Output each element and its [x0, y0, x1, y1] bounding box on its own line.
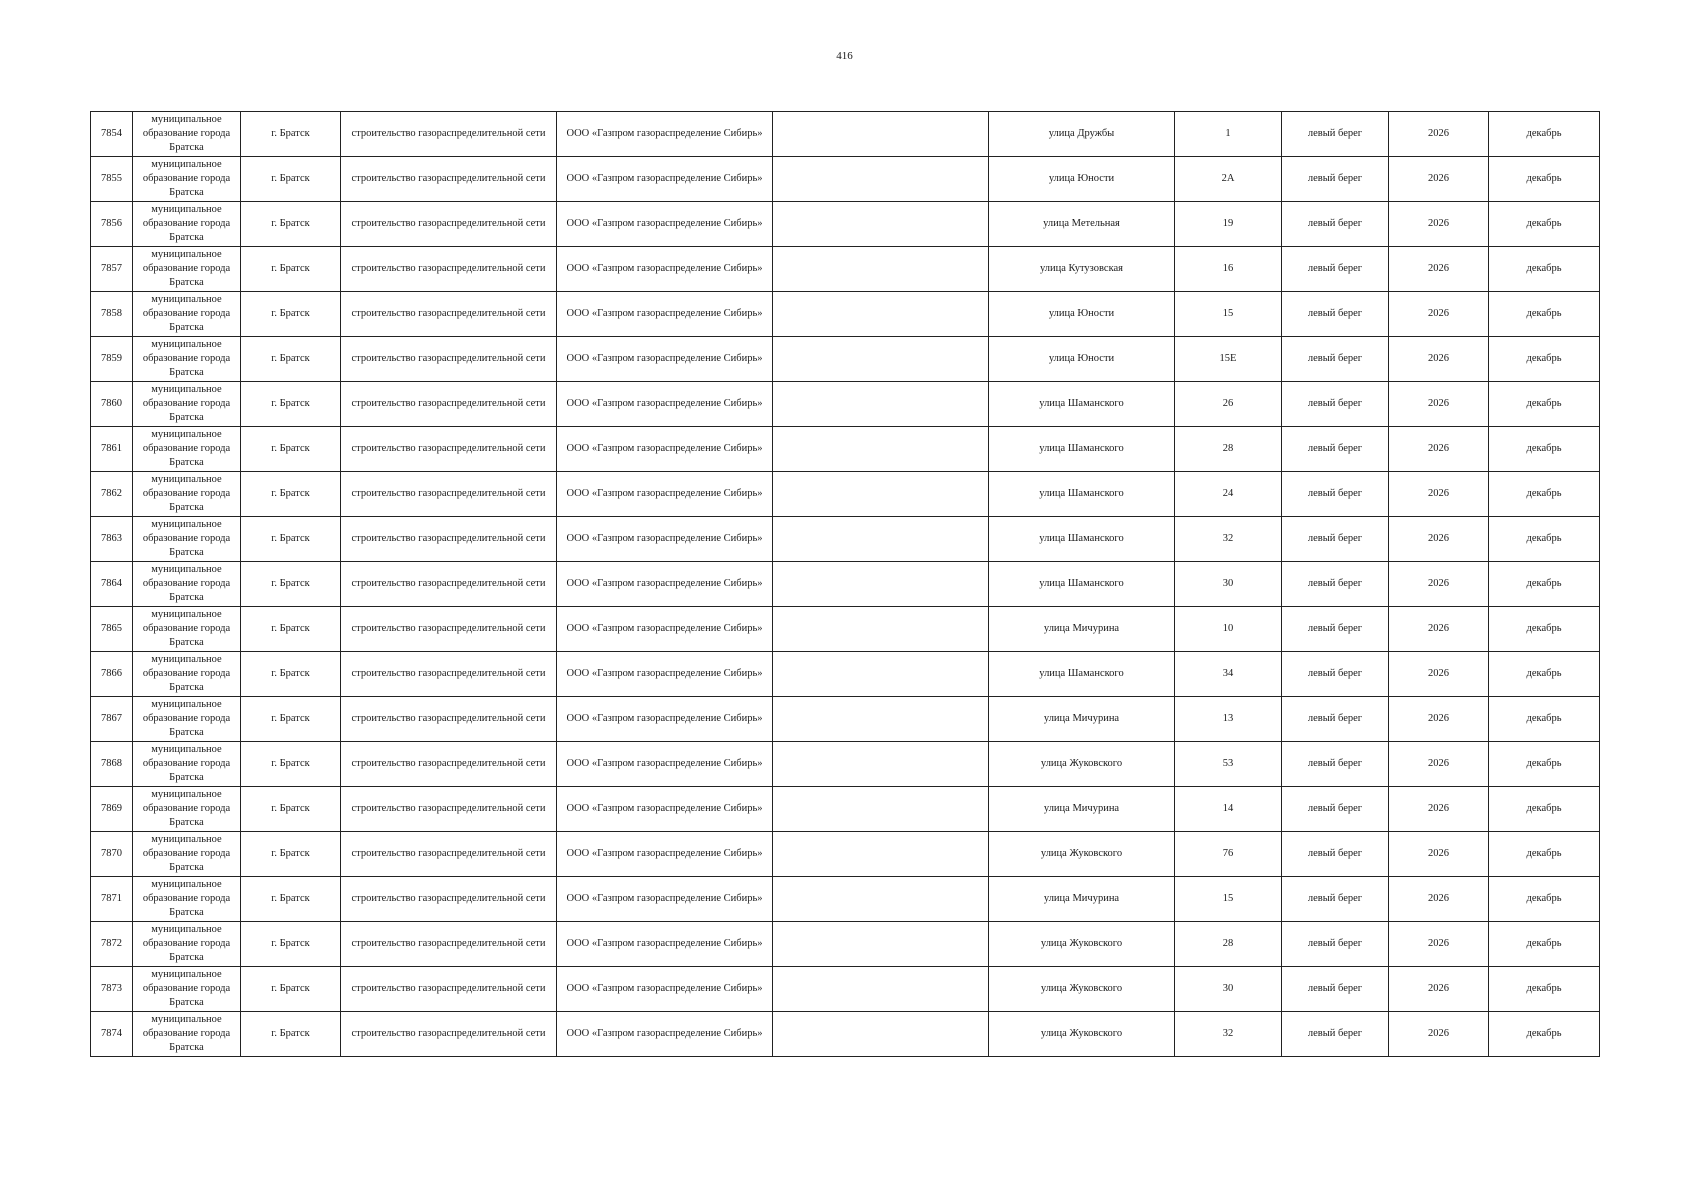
- operator-cell: ООО «Газпром газораспределение Сибирь»: [557, 832, 773, 877]
- month-cell: декабрь: [1489, 562, 1600, 607]
- city-cell: г. Братск: [241, 517, 341, 562]
- street-cell: улица Жуковского: [989, 1012, 1175, 1057]
- river-bank-cell: левый берег: [1282, 202, 1389, 247]
- month-cell: декабрь: [1489, 337, 1600, 382]
- city-cell: г. Братск: [241, 202, 341, 247]
- street-cell: улица Шаманского: [989, 652, 1175, 697]
- river-bank-cell: левый берег: [1282, 382, 1389, 427]
- street-cell: улица Шаманского: [989, 472, 1175, 517]
- river-bank-cell: левый берег: [1282, 607, 1389, 652]
- operator-cell: ООО «Газпром газораспределение Сибирь»: [557, 967, 773, 1012]
- work-type-cell: строительство газораспределительной сети: [341, 337, 557, 382]
- house-number-cell: 10: [1175, 607, 1282, 652]
- table-row: [91, 652, 1600, 697]
- year-cell: 2026: [1389, 832, 1489, 877]
- municipality-cell: муниципальное образование города Братска: [133, 382, 241, 427]
- river-bank-cell: левый берег: [1282, 157, 1389, 202]
- row-number-cell: 7872: [91, 922, 133, 967]
- month-cell: декабрь: [1489, 877, 1600, 922]
- table-row: [91, 742, 1600, 787]
- month-cell: декабрь: [1489, 472, 1600, 517]
- row-number-cell: 7856: [91, 202, 133, 247]
- empty-cell: [773, 472, 989, 517]
- row-number-cell: 7873: [91, 967, 133, 1012]
- city-cell: г. Братск: [241, 967, 341, 1012]
- municipality-cell: муниципальное образование города Братска: [133, 967, 241, 1012]
- city-cell: г. Братск: [241, 562, 341, 607]
- river-bank-cell: левый берег: [1282, 877, 1389, 922]
- year-cell: 2026: [1389, 157, 1489, 202]
- street-cell: улица Кутузовская: [989, 247, 1175, 292]
- year-cell: 2026: [1389, 1012, 1489, 1057]
- table-row: [91, 562, 1600, 607]
- work-type-cell: строительство газораспределительной сети: [341, 652, 557, 697]
- year-cell: 2026: [1389, 562, 1489, 607]
- work-type-cell: строительство газораспределительной сети: [341, 607, 557, 652]
- row-number-cell: 7860: [91, 382, 133, 427]
- operator-cell: ООО «Газпром газораспределение Сибирь»: [557, 877, 773, 922]
- year-cell: 2026: [1389, 472, 1489, 517]
- city-cell: г. Братск: [241, 382, 341, 427]
- river-bank-cell: левый берег: [1282, 562, 1389, 607]
- municipality-cell: муниципальное образование города Братска: [133, 652, 241, 697]
- house-number-cell: 76: [1175, 832, 1282, 877]
- house-number-cell: 19: [1175, 202, 1282, 247]
- table-row: [91, 292, 1600, 337]
- work-type-cell: строительство газораспределительной сети: [341, 832, 557, 877]
- city-cell: г. Братск: [241, 472, 341, 517]
- month-cell: декабрь: [1489, 157, 1600, 202]
- empty-cell: [773, 877, 989, 922]
- house-number-cell: 28: [1175, 922, 1282, 967]
- municipality-cell: муниципальное образование города Братска: [133, 517, 241, 562]
- house-number-cell: 2А: [1175, 157, 1282, 202]
- operator-cell: ООО «Газпром газораспределение Сибирь»: [557, 787, 773, 832]
- month-cell: декабрь: [1489, 787, 1600, 832]
- year-cell: 2026: [1389, 247, 1489, 292]
- work-type-cell: строительство газораспределительной сети: [341, 427, 557, 472]
- street-cell: улица Жуковского: [989, 922, 1175, 967]
- municipality-cell: муниципальное образование города Братска: [133, 202, 241, 247]
- table-row: [91, 922, 1600, 967]
- operator-cell: ООО «Газпром газораспределение Сибирь»: [557, 292, 773, 337]
- house-number-cell: 30: [1175, 967, 1282, 1012]
- table-row: [91, 877, 1600, 922]
- street-cell: улица Мичурина: [989, 697, 1175, 742]
- empty-cell: [773, 562, 989, 607]
- row-number-cell: 7858: [91, 292, 133, 337]
- empty-cell: [773, 247, 989, 292]
- city-cell: г. Братск: [241, 922, 341, 967]
- operator-cell: ООО «Газпром газораспределение Сибирь»: [557, 382, 773, 427]
- street-cell: улица Метельная: [989, 202, 1175, 247]
- month-cell: декабрь: [1489, 202, 1600, 247]
- municipality-cell: муниципальное образование города Братска: [133, 292, 241, 337]
- municipality-cell: муниципальное образование города Братска: [133, 877, 241, 922]
- house-number-cell: 16: [1175, 247, 1282, 292]
- municipality-cell: муниципальное образование города Братска: [133, 337, 241, 382]
- street-cell: улица Жуковского: [989, 742, 1175, 787]
- row-number-cell: 7862: [91, 472, 133, 517]
- empty-cell: [773, 427, 989, 472]
- street-cell: улица Мичурина: [989, 607, 1175, 652]
- row-number-cell: 7863: [91, 517, 133, 562]
- street-cell: улица Жуковского: [989, 967, 1175, 1012]
- table-row: [91, 337, 1600, 382]
- operator-cell: ООО «Газпром газораспределение Сибирь»: [557, 202, 773, 247]
- municipality-cell: муниципальное образование города Братска: [133, 832, 241, 877]
- municipality-cell: муниципальное образование города Братска: [133, 787, 241, 832]
- table-row: [91, 697, 1600, 742]
- city-cell: г. Братск: [241, 1012, 341, 1057]
- river-bank-cell: левый берег: [1282, 292, 1389, 337]
- row-number-cell: 7855: [91, 157, 133, 202]
- city-cell: г. Братск: [241, 697, 341, 742]
- table-row: [91, 472, 1600, 517]
- street-cell: улица Шаманского: [989, 382, 1175, 427]
- operator-cell: ООО «Газпром газораспределение Сибирь»: [557, 1012, 773, 1057]
- house-number-cell: 13: [1175, 697, 1282, 742]
- house-number-cell: 26: [1175, 382, 1282, 427]
- city-cell: г. Братск: [241, 787, 341, 832]
- table-row: [91, 247, 1600, 292]
- city-cell: г. Братск: [241, 877, 341, 922]
- work-type-cell: строительство газораспределительной сети: [341, 697, 557, 742]
- street-cell: улица Шаманского: [989, 562, 1175, 607]
- work-type-cell: строительство газораспределительной сети: [341, 922, 557, 967]
- municipality-cell: муниципальное образование города Братска: [133, 157, 241, 202]
- work-type-cell: строительство газораспределительной сети: [341, 247, 557, 292]
- river-bank-cell: левый берег: [1282, 922, 1389, 967]
- work-type-cell: строительство газораспределительной сети: [341, 877, 557, 922]
- month-cell: декабрь: [1489, 652, 1600, 697]
- street-cell: улица Мичурина: [989, 787, 1175, 832]
- row-number-cell: 7868: [91, 742, 133, 787]
- street-cell: улица Юности: [989, 337, 1175, 382]
- year-cell: 2026: [1389, 877, 1489, 922]
- empty-cell: [773, 967, 989, 1012]
- month-cell: декабрь: [1489, 967, 1600, 1012]
- work-type-cell: строительство газораспределительной сети: [341, 1012, 557, 1057]
- table-row: [91, 382, 1600, 427]
- city-cell: г. Братск: [241, 337, 341, 382]
- table-row: [91, 967, 1600, 1012]
- municipality-cell: муниципальное образование города Братска: [133, 607, 241, 652]
- year-cell: 2026: [1389, 292, 1489, 337]
- year-cell: 2026: [1389, 967, 1489, 1012]
- operator-cell: ООО «Газпром газораспределение Сибирь»: [557, 427, 773, 472]
- municipality-cell: муниципальное образование города Братска: [133, 472, 241, 517]
- row-number-cell: 7869: [91, 787, 133, 832]
- operator-cell: ООО «Газпром газораспределение Сибирь»: [557, 652, 773, 697]
- river-bank-cell: левый берег: [1282, 517, 1389, 562]
- row-number-cell: 7870: [91, 832, 133, 877]
- street-cell: улица Юности: [989, 292, 1175, 337]
- city-cell: г. Братск: [241, 607, 341, 652]
- work-type-cell: строительство газораспределительной сети: [341, 742, 557, 787]
- river-bank-cell: левый берег: [1282, 787, 1389, 832]
- house-number-cell: 1: [1175, 112, 1282, 157]
- month-cell: декабрь: [1489, 427, 1600, 472]
- month-cell: декабрь: [1489, 922, 1600, 967]
- month-cell: декабрь: [1489, 247, 1600, 292]
- row-number-cell: 7864: [91, 562, 133, 607]
- work-type-cell: строительство газораспределительной сети: [341, 967, 557, 1012]
- year-cell: 2026: [1389, 517, 1489, 562]
- river-bank-cell: левый берег: [1282, 472, 1389, 517]
- row-number-cell: 7859: [91, 337, 133, 382]
- city-cell: г. Братск: [241, 832, 341, 877]
- empty-cell: [773, 607, 989, 652]
- row-number-cell: 7865: [91, 607, 133, 652]
- city-cell: г. Братск: [241, 247, 341, 292]
- table-body: [91, 112, 1600, 1057]
- work-type-cell: строительство газораспределительной сети: [341, 202, 557, 247]
- empty-cell: [773, 292, 989, 337]
- work-type-cell: строительство газораспределительной сети: [341, 112, 557, 157]
- month-cell: декабрь: [1489, 382, 1600, 427]
- year-cell: 2026: [1389, 382, 1489, 427]
- gasification-table: [90, 111, 1600, 1057]
- table-row: [91, 607, 1600, 652]
- month-cell: декабрь: [1489, 112, 1600, 157]
- municipality-cell: муниципальное образование города Братска: [133, 742, 241, 787]
- city-cell: г. Братск: [241, 427, 341, 472]
- river-bank-cell: левый берег: [1282, 247, 1389, 292]
- empty-cell: [773, 337, 989, 382]
- street-cell: улица Юности: [989, 157, 1175, 202]
- work-type-cell: строительство газораспределительной сети: [341, 382, 557, 427]
- operator-cell: ООО «Газпром газораспределение Сибирь»: [557, 337, 773, 382]
- municipality-cell: муниципальное образование города Братска: [133, 247, 241, 292]
- operator-cell: ООО «Газпром газораспределение Сибирь»: [557, 697, 773, 742]
- river-bank-cell: левый берег: [1282, 697, 1389, 742]
- table-row: [91, 832, 1600, 877]
- city-cell: г. Братск: [241, 742, 341, 787]
- empty-cell: [773, 787, 989, 832]
- river-bank-cell: левый берег: [1282, 742, 1389, 787]
- city-cell: г. Братск: [241, 157, 341, 202]
- year-cell: 2026: [1389, 607, 1489, 652]
- month-cell: декабрь: [1489, 517, 1600, 562]
- table-row: [91, 427, 1600, 472]
- municipality-cell: муниципальное образование города Братска: [133, 1012, 241, 1057]
- operator-cell: ООО «Газпром газораспределение Сибирь»: [557, 742, 773, 787]
- river-bank-cell: левый берег: [1282, 967, 1389, 1012]
- row-number-cell: 7866: [91, 652, 133, 697]
- year-cell: 2026: [1389, 922, 1489, 967]
- operator-cell: ООО «Газпром газораспределение Сибирь»: [557, 157, 773, 202]
- empty-cell: [773, 742, 989, 787]
- operator-cell: ООО «Газпром газораспределение Сибирь»: [557, 472, 773, 517]
- empty-cell: [773, 382, 989, 427]
- year-cell: 2026: [1389, 427, 1489, 472]
- city-cell: г. Братск: [241, 652, 341, 697]
- table-row: [91, 157, 1600, 202]
- river-bank-cell: левый берег: [1282, 337, 1389, 382]
- street-cell: улица Мичурина: [989, 877, 1175, 922]
- operator-cell: ООО «Газпром газораспределение Сибирь»: [557, 247, 773, 292]
- operator-cell: ООО «Газпром газораспределение Сибирь»: [557, 112, 773, 157]
- row-number-cell: 7861: [91, 427, 133, 472]
- river-bank-cell: левый берег: [1282, 112, 1389, 157]
- operator-cell: ООО «Газпром газораспределение Сибирь»: [557, 517, 773, 562]
- municipality-cell: муниципальное образование города Братска: [133, 697, 241, 742]
- empty-cell: [773, 652, 989, 697]
- month-cell: декабрь: [1489, 607, 1600, 652]
- empty-cell: [773, 832, 989, 877]
- empty-cell: [773, 517, 989, 562]
- house-number-cell: 15: [1175, 292, 1282, 337]
- operator-cell: ООО «Газпром газораспределение Сибирь»: [557, 607, 773, 652]
- empty-cell: [773, 697, 989, 742]
- house-number-cell: 15Е: [1175, 337, 1282, 382]
- city-cell: г. Братск: [241, 292, 341, 337]
- house-number-cell: 24: [1175, 472, 1282, 517]
- street-cell: улица Шаманского: [989, 517, 1175, 562]
- municipality-cell: муниципальное образование города Братска: [133, 427, 241, 472]
- empty-cell: [773, 922, 989, 967]
- empty-cell: [773, 202, 989, 247]
- year-cell: 2026: [1389, 742, 1489, 787]
- table-row: [91, 517, 1600, 562]
- empty-cell: [773, 157, 989, 202]
- month-cell: декабрь: [1489, 832, 1600, 877]
- year-cell: 2026: [1389, 697, 1489, 742]
- empty-cell: [773, 1012, 989, 1057]
- work-type-cell: строительство газораспределительной сети: [341, 292, 557, 337]
- month-cell: декабрь: [1489, 697, 1600, 742]
- row-number-cell: 7854: [91, 112, 133, 157]
- operator-cell: ООО «Газпром газораспределение Сибирь»: [557, 562, 773, 607]
- table-row: [91, 1012, 1600, 1057]
- house-number-cell: 28: [1175, 427, 1282, 472]
- month-cell: декабрь: [1489, 742, 1600, 787]
- river-bank-cell: левый берег: [1282, 832, 1389, 877]
- municipality-cell: муниципальное образование города Братска: [133, 562, 241, 607]
- street-cell: улица Дружбы: [989, 112, 1175, 157]
- page-number: 416: [836, 50, 853, 62]
- house-number-cell: 15: [1175, 877, 1282, 922]
- house-number-cell: 14: [1175, 787, 1282, 832]
- river-bank-cell: левый берег: [1282, 652, 1389, 697]
- row-number-cell: 7867: [91, 697, 133, 742]
- operator-cell: ООО «Газпром газораспределение Сибирь»: [557, 922, 773, 967]
- table-row: [91, 202, 1600, 247]
- table-row: [91, 787, 1600, 832]
- work-type-cell: строительство газораспределительной сети: [341, 787, 557, 832]
- table-row: [91, 112, 1600, 157]
- year-cell: 2026: [1389, 112, 1489, 157]
- house-number-cell: 32: [1175, 1012, 1282, 1057]
- street-cell: улица Шаманского: [989, 427, 1175, 472]
- work-type-cell: строительство газораспределительной сети: [341, 562, 557, 607]
- year-cell: 2026: [1389, 787, 1489, 832]
- row-number-cell: 7871: [91, 877, 133, 922]
- municipality-cell: муниципальное образование города Братска: [133, 922, 241, 967]
- river-bank-cell: левый берег: [1282, 427, 1389, 472]
- street-cell: улица Жуковского: [989, 832, 1175, 877]
- month-cell: декабрь: [1489, 1012, 1600, 1057]
- house-number-cell: 30: [1175, 562, 1282, 607]
- house-number-cell: 34: [1175, 652, 1282, 697]
- work-type-cell: строительство газораспределительной сети: [341, 517, 557, 562]
- municipality-cell: муниципальное образование города Братска: [133, 112, 241, 157]
- year-cell: 2026: [1389, 337, 1489, 382]
- month-cell: декабрь: [1489, 292, 1600, 337]
- year-cell: 2026: [1389, 202, 1489, 247]
- work-type-cell: строительство газораспределительной сети: [341, 472, 557, 517]
- river-bank-cell: левый берег: [1282, 1012, 1389, 1057]
- house-number-cell: 53: [1175, 742, 1282, 787]
- work-type-cell: строительство газораспределительной сети: [341, 157, 557, 202]
- house-number-cell: 32: [1175, 517, 1282, 562]
- city-cell: г. Братск: [241, 112, 341, 157]
- row-number-cell: 7874: [91, 1012, 133, 1057]
- row-number-cell: 7857: [91, 247, 133, 292]
- year-cell: 2026: [1389, 652, 1489, 697]
- empty-cell: [773, 112, 989, 157]
